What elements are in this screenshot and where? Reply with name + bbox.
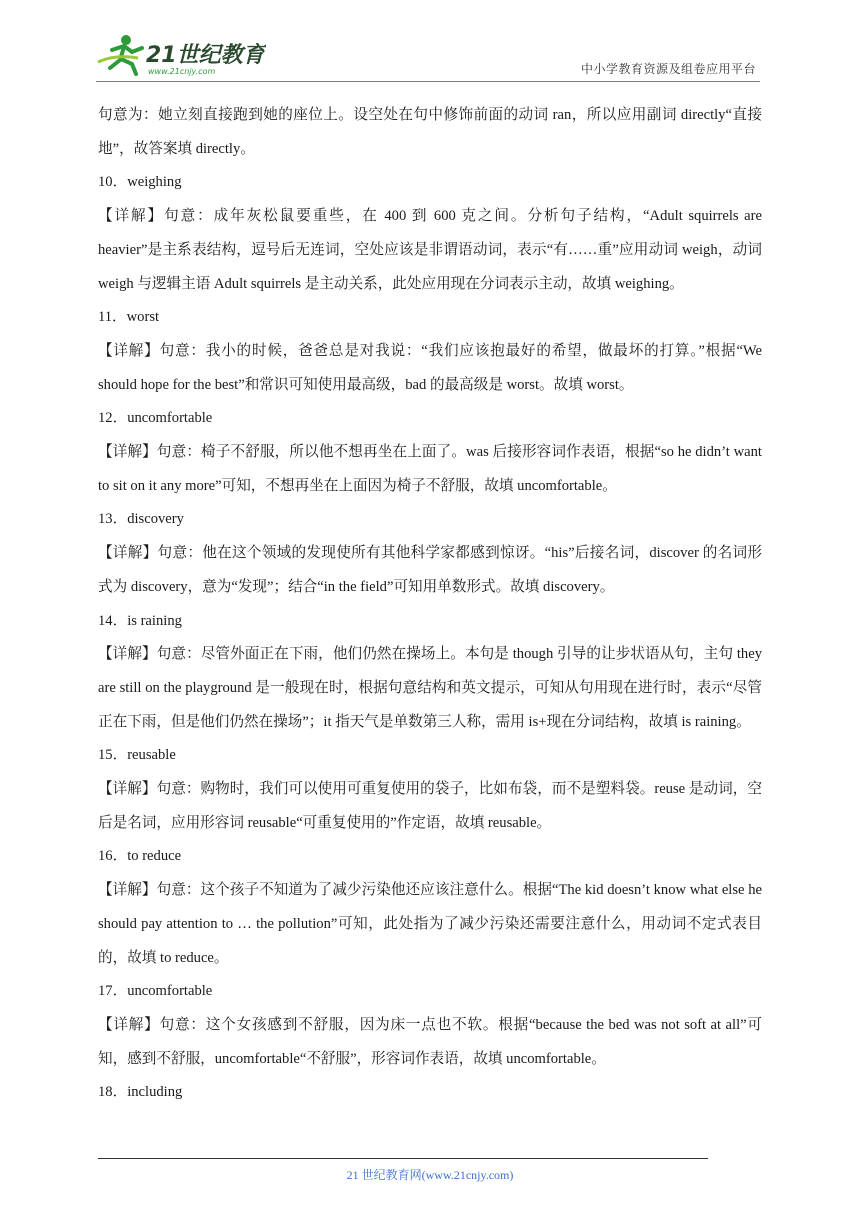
answer-heading: 17．uncomfortable: [98, 983, 213, 1000]
site-title: 中小学教育资源及组卷应用平台: [580, 62, 756, 76]
answer-heading: 10．weighing: [98, 174, 182, 191]
paragraph: 【详解】句意：这个孩子不知道为了减少污染他还应该注意什么。根据“The kid doesn’t know what else he should pay attention to … the pollution”可知，此处指为了减少污染还需要注意什么，用动词不定式表目的，故填 to reduce。: [98, 882, 762, 966]
paragraph: 【详解】句意：尽管外面正在下雨，他们仍然在操场上。本句是 though 引导的让步状语从句，主句 they are still on the playground 是一般现在时，根据句意结构和英文提示，可知从句用现在进行时，表示“尽管正在下雨，但是他们仍然在操场”；it 指天气是单数第三人称，需用 is+现在分词结构，故填 is raining。: [98, 646, 762, 730]
paragraph: 【详解】句意：椅子不舒服，所以他不想再坐在上面了。was 后接形容词作表语，根据“so he didn’t want to sit on it any more”可知，不想再坐在上面因为椅子不舒服，故填 uncomfortable。: [98, 444, 762, 494]
paragraph: 句意为：她立刻直接跑到她的座位上。设空处在句中修饰前面的动词 ran，所以应用副词 directly“直接地”，故答案填 directly。: [98, 107, 762, 157]
page-header: [96, 30, 760, 82]
answer-heading: 15．reusable: [98, 747, 176, 764]
answer-heading: 13．discovery: [98, 511, 184, 528]
header-divider: [96, 81, 760, 82]
paragraph: 【详解】句意：购物时，我们可以使用可重复使用的袋子，比如布袋，而不是塑料袋。reuse 是动词，空后是名词，应用形容词 reusable“可重复使用的”作定语，故填 reusable。: [98, 781, 762, 831]
answer-heading: 18．including: [98, 1084, 183, 1101]
paragraph: 【详解】句意：我小的时候，爸爸总是对我说：“我们应该抱最好的希望，做最坏的打算。”根据“We should hope for the best”和常识可知使用最高级，bad 的最高级是 worst。故填 worst。: [98, 342, 762, 393]
answer-heading: 11．worst: [98, 309, 160, 326]
answer-heading: 12．uncomfortable: [98, 410, 213, 427]
svg-text:21世纪教育: 21世纪教育: [146, 43, 265, 68]
runner-icon: [98, 35, 142, 74]
svg-text:www.21cnjy.com: www.21cnjy.com: [148, 67, 216, 76]
answer-heading: 14．is raining: [98, 612, 182, 629]
paragraph: 【详解】句意：成年灰松鼠要重些，在 400 到 600 克之间。分析句子结构，“Adult squirrels are heavier”是主系表结构，逗号后无连词，空处应该是非谓语动词，表示“有……重”应用动词 weigh，动词 weigh 与逻辑主语 Adult squirrels 是主动关系，此处应用现在分词表示主动，故填 weighing。: [98, 208, 762, 292]
paragraph: 【详解】句意：这个女孩感到不舒服，因为床一点也不软。根据“because the bed was not soft at all”可知，感到不舒服，uncomfortable“不舒服”，形容词作表语，故填 uncomfortable。: [98, 1016, 762, 1067]
site-logo: [96, 32, 266, 78]
page-footer[interactable]: 21 世纪教育网(www.21cnjy.com): [346, 1168, 514, 1182]
footer-divider: [98, 1158, 708, 1159]
answer-heading: 16．to reduce: [98, 848, 182, 865]
answer-explanations: [98, 99, 762, 1110]
paragraph: 【详解】句意：他在这个领域的发现使所有其他科学家都感到惊讶。“his”后接名词，discover 的名词形式为 discovery，意为“发现”；结合“in the field”可知用单数形式。故填 discovery。: [98, 545, 762, 595]
